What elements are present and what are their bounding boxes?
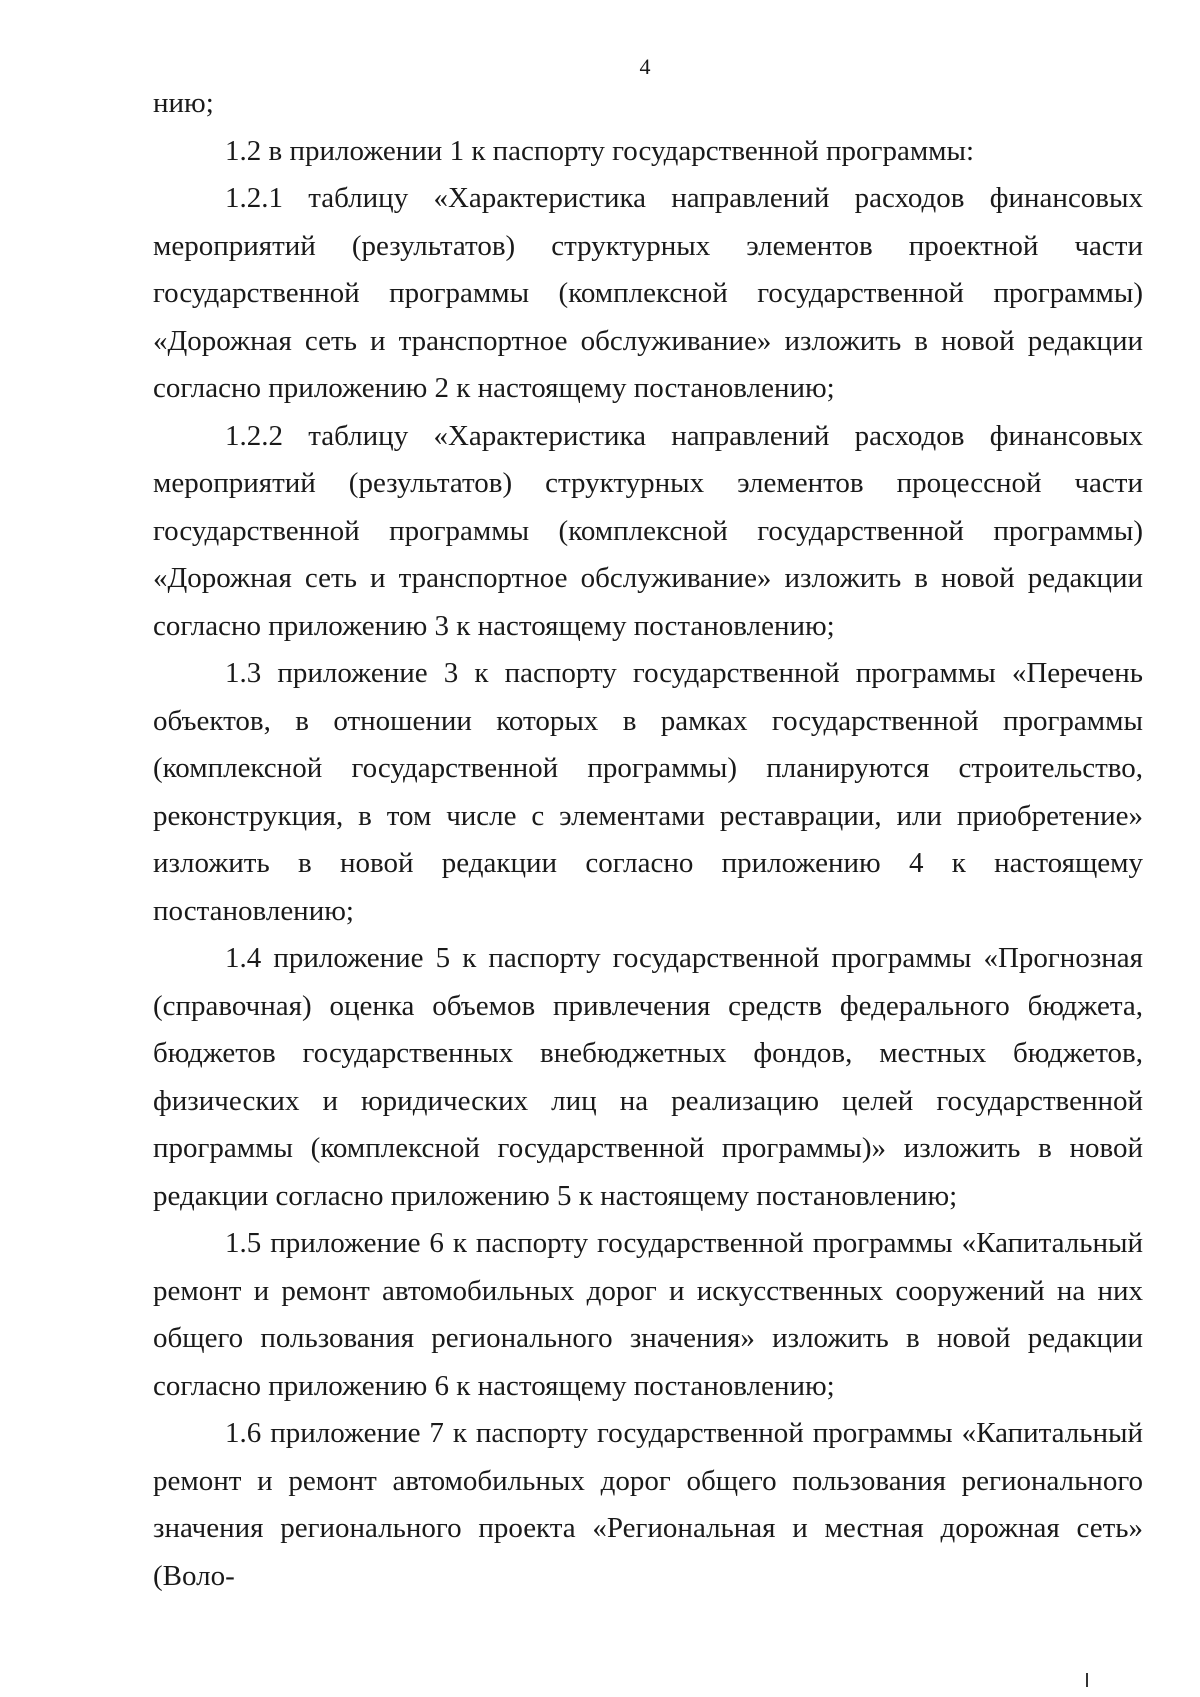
paragraph-1-4: 1.4 приложение 5 к паспорту государственной программы «Прогнозная (справочная) оценка объемов привлечения средств федерального бюджета, бюджетов государственных внебюджетных фондов, местных бюджетов, физических и юридических лиц на реализацию целей государственной программы (комплексной государственной программы)» изложить в новой редакции согласно приложению 5 к настоящему постановлению; bbox=[153, 942, 1143, 1212]
paragraph-1-2-2: 1.2.2 таблицу «Характеристика направлений расходов финансовых мероприятий (результатов) структурных элементов процессной части государственной программы (комплексной государственной программы) «Дорожная сеть и транспортное обслуживание» изложить в новой редакции согласно приложению 3 к настоящему постановлению; bbox=[153, 419, 1143, 642]
paragraph-continuation: нию; bbox=[153, 87, 214, 119]
paragraph-1-5: 1.5 приложение 6 к паспорту государственной программы «Капитальный ремонт и ремонт автомобильных дорог и искусственных сооружений на них общего пользования регионального значения» изложить в новой редакции согласно приложению 6 к настоящему постановлению; bbox=[153, 1227, 1143, 1402]
paragraph-1-6: 1.6 приложение 7 к паспорту государственной программы «Капитальный ремонт и ремонт автомобильных дорог общего пользования регионального значения регионального проекта «Региональная и местная дорожная сеть» (Воло- bbox=[153, 1417, 1143, 1592]
paragraph-1-2-1: 1.2.1 таблицу «Характеристика направлений расходов финансовых мероприятий (результатов) структурных элементов проектной части государственной программы (комплексной государственной программы) «Дорожная сеть и транспортное обслуживание» изложить в новой редакции согласно приложению 2 к настоящему постановлению; bbox=[153, 182, 1143, 404]
scan-mark bbox=[1086, 1673, 1088, 1687]
paragraph-1-2: 1.2 в приложении 1 к паспорту государственной программы: bbox=[225, 134, 975, 167]
page-number: 4 bbox=[639, 54, 651, 79]
document-body bbox=[153, 80, 1143, 1600]
paragraph-1-3: 1.3 приложение 3 к паспорту государственной программы «Перечень объектов, в отношении которых в рамках государственной программы (комплексной государственной программы) планируются строительство, реконструкция, в том числе с элементами реставрации, или приобретение» изложить в новой редакции согласно приложению 4 к настоящему постановлению; bbox=[153, 657, 1143, 927]
